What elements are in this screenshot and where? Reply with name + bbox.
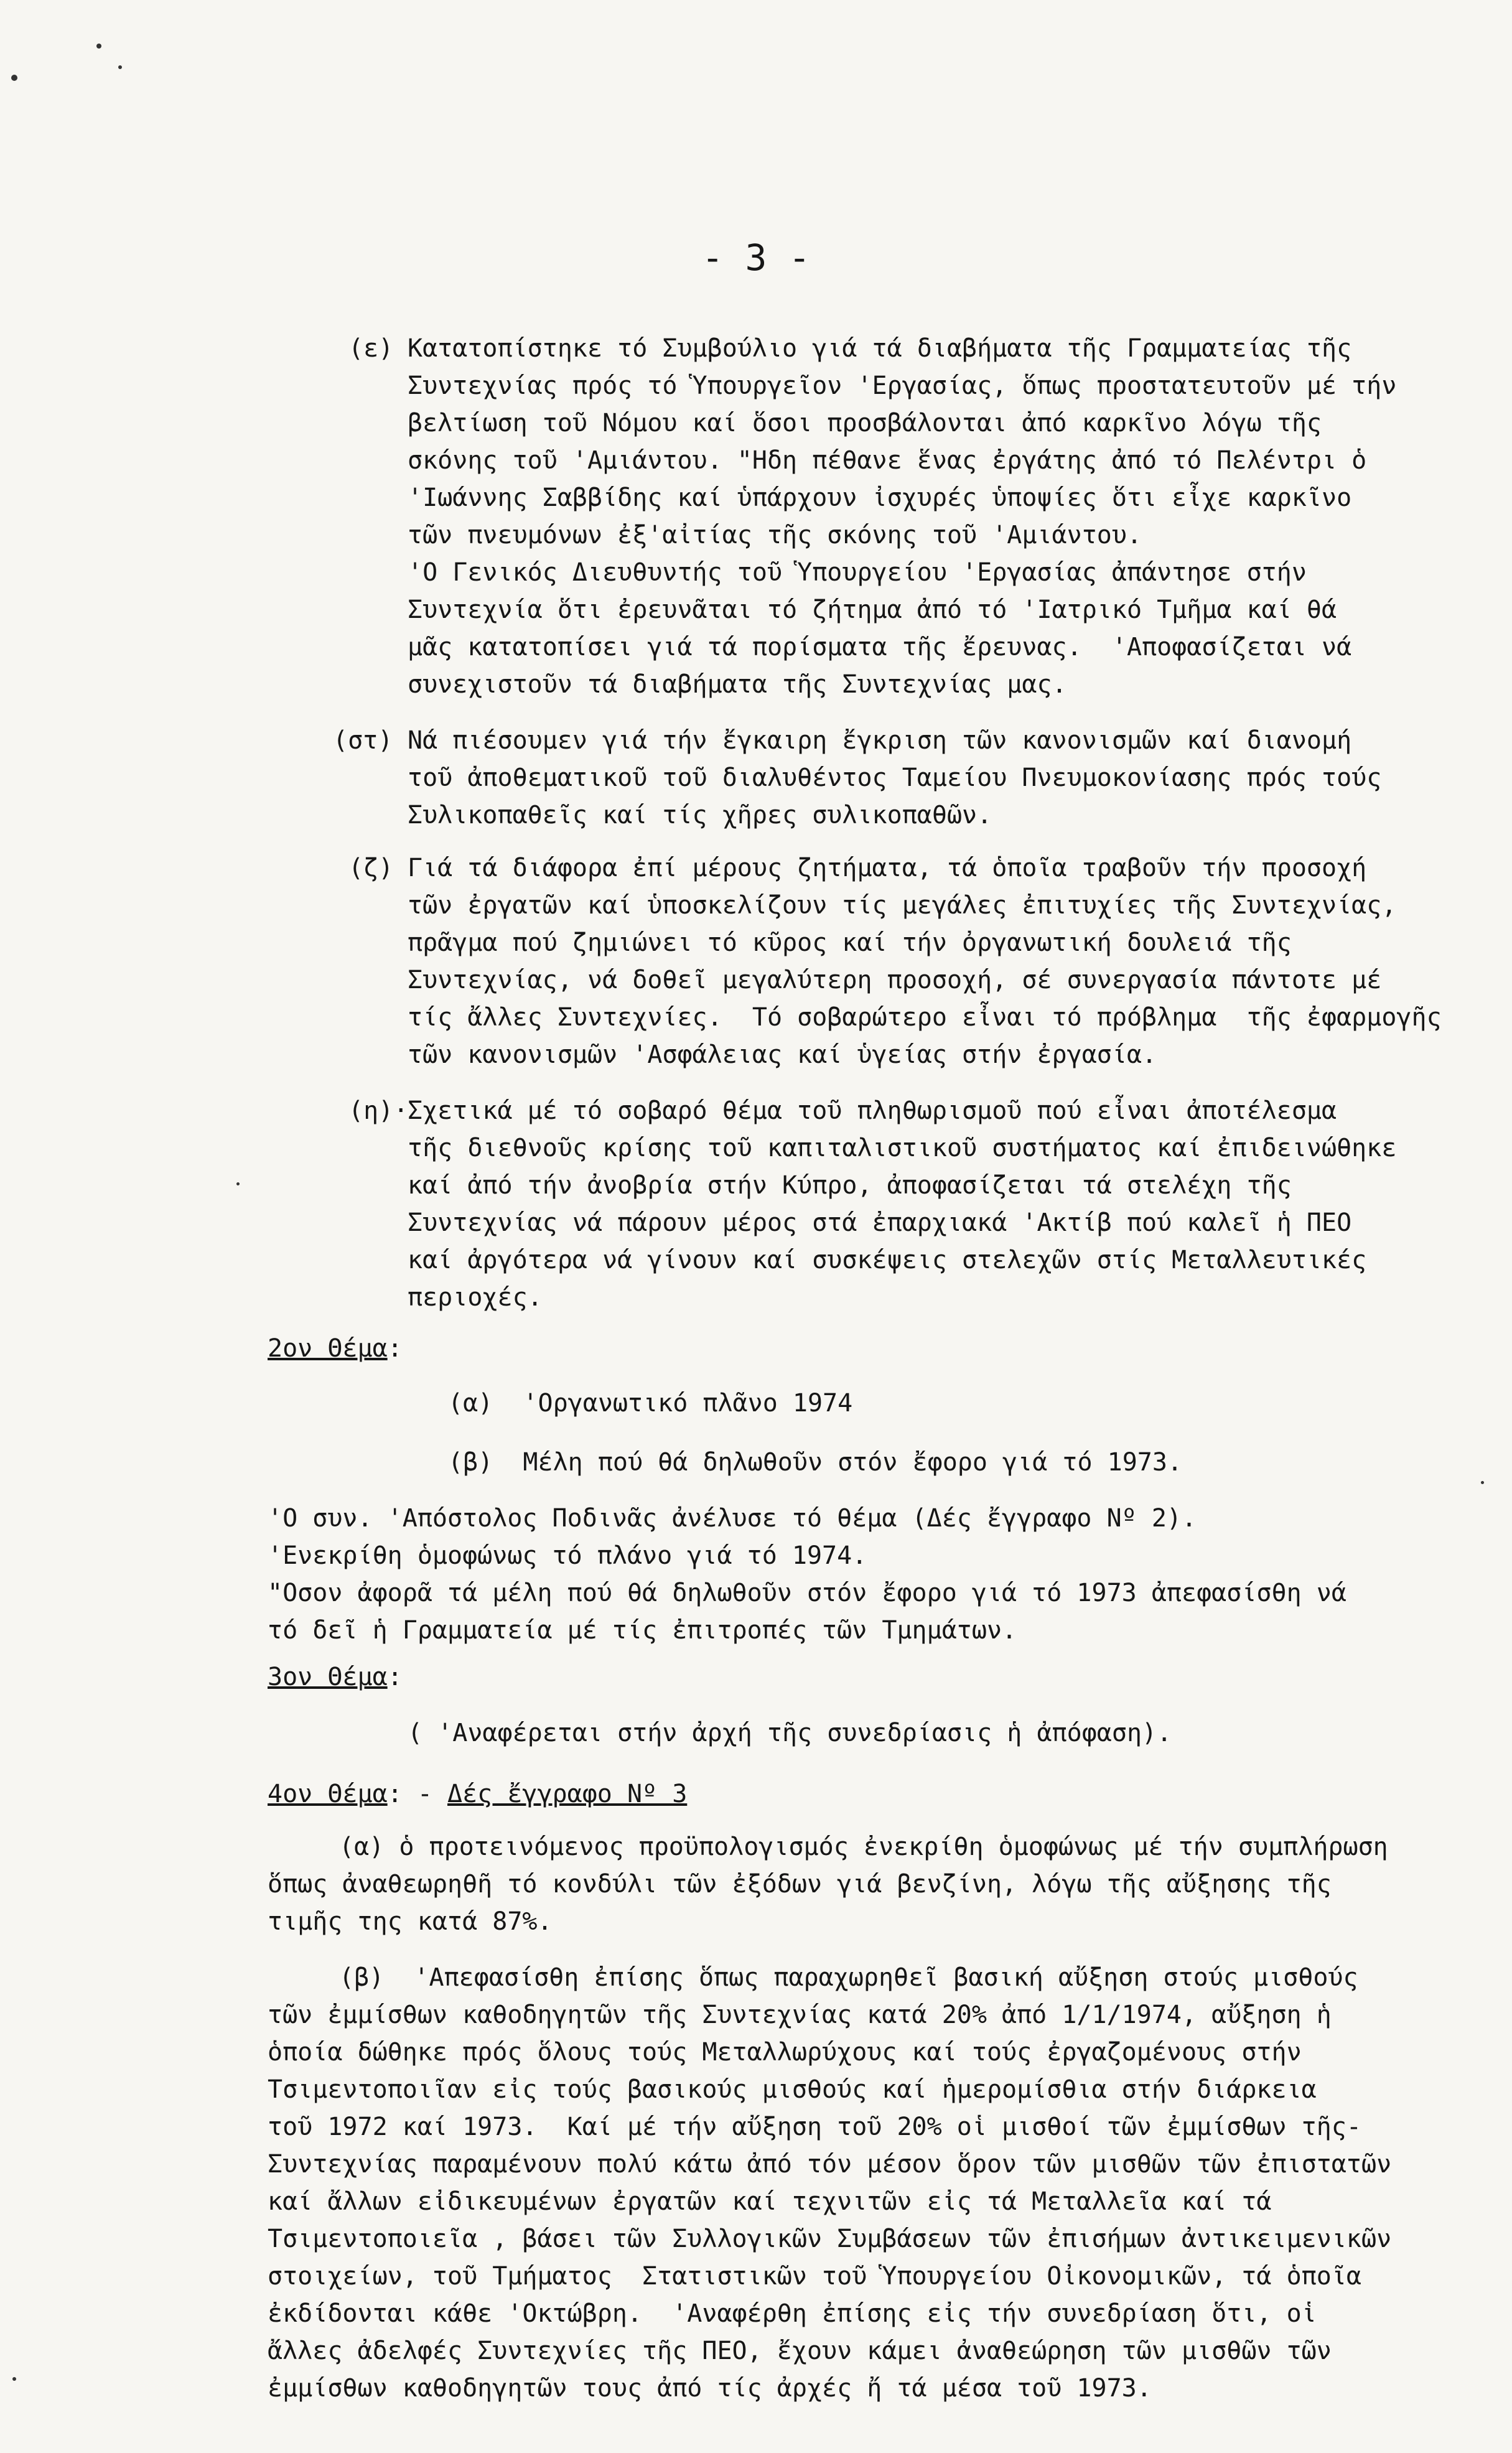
topic-3-title: 3ον Θέμα [268, 1663, 388, 1691]
text-line: Συλικοπαθεῖς καί τίς χῆρες συλικοπαθῶν. [408, 801, 992, 829]
text-line: τῶν πνευμόνων ἐξ'αἰτίας τῆς σκόνης τοῦ 'Αμιάντου. [408, 521, 1142, 549]
text-line: Συντεχνίας νά πάρουν μέρος στά ἐπαρχιακά 'Ακτίβ πού καλεῖ ἡ ΠΕΟ [408, 1208, 1352, 1237]
scan-speck [236, 1182, 240, 1185]
topic-4-para-b [339, 1959, 1358, 1996]
topic-3-heading [268, 1658, 403, 1696]
text-line: τῶν ἐργατῶν καί ὑποσκελίζουν τίς μεγάλες ἐπιτυχίες τῆς Συντεχνίας, [408, 891, 1397, 920]
text-line: ὁποία δώθηκε πρός ὅλους τούς Μεταλλωρύχους καί τούς ἐργαζομένους στήν [268, 2038, 1302, 2067]
text-line: βελτίωση τοῦ Νόμου καί ὅσοι προσβάλονται ἀπό καρκῖνο λόγω τῆς [408, 409, 1322, 437]
text-line: καί ἀργότερα νά γίνουν καί συσκέψεις στελεχῶν στίς Μεταλλευτικές [408, 1246, 1367, 1274]
topic-4-heading [268, 1775, 687, 1813]
topic-4-separator: : - [387, 1780, 447, 1808]
text-line: μᾶς κατατοπίσει γιά τά πορίσματα τῆς ἔρευνας. 'Αποφασίζεται νά [408, 633, 1352, 661]
text-line: ἐκδίδονται κάθε 'Οκτώβρη. 'Αναφέρθη ἐπίσης εἰς τήν συνεδρίαση ὅτι, οἱ [268, 2299, 1317, 2328]
scan-speck [118, 65, 122, 69]
item-label-i: (η)· [348, 1096, 409, 1125]
text-line: Τσιμεντοποιεῖα , βάσει τῶν Συλλογικῶν Συμβάσεων τῶν ἐπισήμων ἀντικειμενικῶν [268, 2225, 1392, 2253]
text-line: ἐμμίσθων καθοδηγητῶν τους ἀπό τίς ἀρχές ἤ τά μέσα τοῦ 1973. [268, 2374, 1152, 2403]
topic-4-para-a-cont [268, 1866, 1332, 1940]
text-line: Συντεχνία ὅτι ἐρευνᾶται τό ζήτημα ἀπό τό 'Ιατρικό Τμῆμα καί θά [408, 596, 1337, 624]
text-line: τιμῆς της κατά 87%. [268, 1907, 553, 1936]
text-line: 'Ενεκρίθη ὁμοφώνως τό πλάνο γιά τό 1974. [268, 1541, 867, 1570]
topic-4-para-a [339, 1828, 1388, 1866]
text-line: Συντεχνίας πρός τό Ὑπουργεῖον 'Εργασίας, ὅπως προστατευτοῦν μέ τήν [408, 371, 1397, 400]
text-line: τοῦ ἀποθεματικοῦ τοῦ διαλυθέντος Ταμείου Πνευμοκονίασης πρός τούς [408, 764, 1382, 792]
text-line: (β) Μέλη πού θά δηλωθοῦν στόν ἔφορο γιά τό 1973. [448, 1448, 1183, 1477]
scan-speck [11, 75, 17, 81]
text-line: σκόνης τοῦ 'Αμιάντου. "Ηδη πέθανε ἕνας ἐργάτης ἀπό τό Πελέντρι ὁ [408, 446, 1367, 475]
text-line: 'Ο συν. 'Απόστολος Ποδινᾶς ἀνέλυσε τό θέμα (Δές ἔγγραφο Νº 2). [268, 1504, 1197, 1533]
text-line: τό δεῖ ἡ Γραμματεία μέ τίς ἐπιτροπές τῶν Τμημάτων. [268, 1616, 1017, 1645]
text-line: ( 'Αναφέρεται στήν ἀρχή τῆς συνεδρίασις ἡ ἀπόφαση). [408, 1719, 1172, 1747]
scan-speck [12, 2377, 16, 2381]
text-line: Τσιμεντοποιῖαν εἰς τούς βασικούς μισθούς καί ἡμερομίσθια στήν διάρκεια [268, 2075, 1317, 2104]
text-line: τοῦ 1972 καί 1973. Καί μέ τήν αὔξηση τοῦ 20% οἱ μισθοί τῶν ἐμμίσθων τῆς- [268, 2113, 1361, 2141]
item-label-z: (ζ) [348, 854, 394, 882]
text-line: ὅπως ἀναθεωρηθῆ τό κονδύλι τῶν ἐξόδων γιά βενζίνη, λόγω τῆς αὔξησης τῆς [268, 1870, 1332, 1899]
topic-4-doc-reference: Δές ἔγγραφο Νº 3 [447, 1780, 688, 1808]
text-line: Κατατοπίστηκε τό Συμβούλιο γιά τά διαβήματα τῆς Γραμματείας τῆς [408, 334, 1352, 363]
text-line: συνεχιστοῦν τά διαβήματα τῆς Συντεχνίας μας. [408, 670, 1067, 699]
topic-2-heading [268, 1330, 403, 1367]
text-line: στοιχείων, τοῦ Τμήματος Στατιστικῶν τοῦ Ὑπουργείου Οἰκονομικῶν, τά ὁποῖα [268, 2262, 1361, 2291]
text-line: καί ἄλλων εἰδικευμένων ἐργατῶν καί τεχνιτῶν εἰς τά Μεταλλεῖα καί τά [268, 2187, 1272, 2216]
scan-speck [96, 44, 101, 49]
item-st [408, 722, 1381, 834]
scan-speck [1481, 1481, 1484, 1484]
topic-2-body [268, 1500, 1346, 1649]
item-label-st: (στ) [333, 726, 393, 755]
text-line: περιοχές. [408, 1283, 543, 1312]
text-line: τῶν ἐμμίσθων καθοδηγητῶν τῆς Συντεχνίας κατά 20% ἀπό 1/1/1974, αὔξηση ἡ [268, 2001, 1332, 2029]
item-i [408, 1092, 1396, 1316]
text-line: καί ἀπό τήν ἀνοβρία στήν Κύπρο, ἀποφασίζεται τά στελέχη τῆς [408, 1171, 1292, 1200]
text-line: πρᾶγμα πού ζημιώνει τό κῦρος καί τήν ὀργανωτική δουλειά τῆς [408, 928, 1292, 957]
text-line: (α) 'Οργανωτικό πλᾶνο 1974 [448, 1389, 853, 1418]
text-line: τίς ἄλλες Συντεχνίες. Τό σοβαρώτερο εἶναι τό πρόβλημα τῆς ἐφαρμογῆς [408, 1003, 1442, 1032]
topic-2-title: 2ον Θέμα [268, 1334, 388, 1363]
topic-2-subitem-b [448, 1444, 1182, 1481]
text-line: Νά πιέσουμεν γιά τήν ἔγκαιρη ἔγκριση τῶν κανονισμῶν καί διανομή [408, 726, 1352, 755]
text-line: Σχετικά μέ τό σοβαρό θέμα τοῦ πληθωρισμοῦ πού εἶναι ἀποτέλεσμα [408, 1096, 1337, 1125]
text-line: "Οσον ἀφορᾶ τά μέλη πού θά δηλωθοῦν στόν ἔφορο γιά τό 1973 ἀπεφασίσθη νά [268, 1579, 1346, 1607]
text-line: (α) ὁ προτεινόμενος προϋπολογισμός ἐνεκρίθη ὁμοφώνως μέ τήν συμπλήρωση [339, 1833, 1388, 1861]
text-line: ἄλλες ἀδελφές Συντεχνίες τῆς ΠΕΟ, ἔχουν κάμει ἀναθεώρηση τῶν μισθῶν τῶν [268, 2337, 1332, 2365]
page-number: - 3 - [701, 236, 811, 279]
item-e [408, 330, 1396, 703]
topic-4-title: 4ον Θέμα [268, 1780, 388, 1808]
item-label-e: (ε) [348, 334, 394, 363]
text-line: Συντεχνίας, νά δοθεῖ μεγαλύτερη προσοχή, σέ συνεργασία πάντοτε μέ [408, 966, 1382, 994]
topic-2-subitem-a [448, 1385, 852, 1422]
text-line: τῆς διεθνοῦς κρίσης τοῦ καπιταλιστικοῦ συστήματος καί ἐπιδεινώθηκε [408, 1134, 1397, 1162]
text-line: τῶν κανονισμῶν 'Ασφάλειας καί ὑγείας στήν ἐργασία. [408, 1040, 1157, 1069]
text-line: (β) 'Απεφασίσθη ἐπίσης ὅπως παραχωρηθεῖ βασική αὔξηση στούς μισθούς [339, 1963, 1358, 1992]
text-line: Γιά τά διάφορα ἐπί μέρους ζητήματα, τά ὁποῖα τραβοῦν τήν προσοχή [408, 854, 1367, 882]
text-line: Συντεχνίας παραμένουν πολύ κάτω ἀπό τόν μέσον ὅρον τῶν μισθῶν τῶν ἐπιστατῶν [268, 2150, 1392, 2179]
topic-4-para-b-cont [268, 1996, 1391, 2407]
text-line: 'Ιωάννης Σαββίδης καί ὑπάρχουν ἰσχυρές ὑποψίες ὅτι εἶχε καρκῖνο [408, 484, 1352, 512]
topic-2-colon: : [387, 1334, 403, 1363]
topic-3-note [408, 1714, 1172, 1752]
topic-3-colon: : [387, 1663, 403, 1691]
text-line: 'Ο Γενικός Διευθυντής τοῦ Ὑπουργείου 'Εργασίας ἀπάντησε στήν [408, 558, 1307, 587]
item-z [408, 849, 1442, 1073]
